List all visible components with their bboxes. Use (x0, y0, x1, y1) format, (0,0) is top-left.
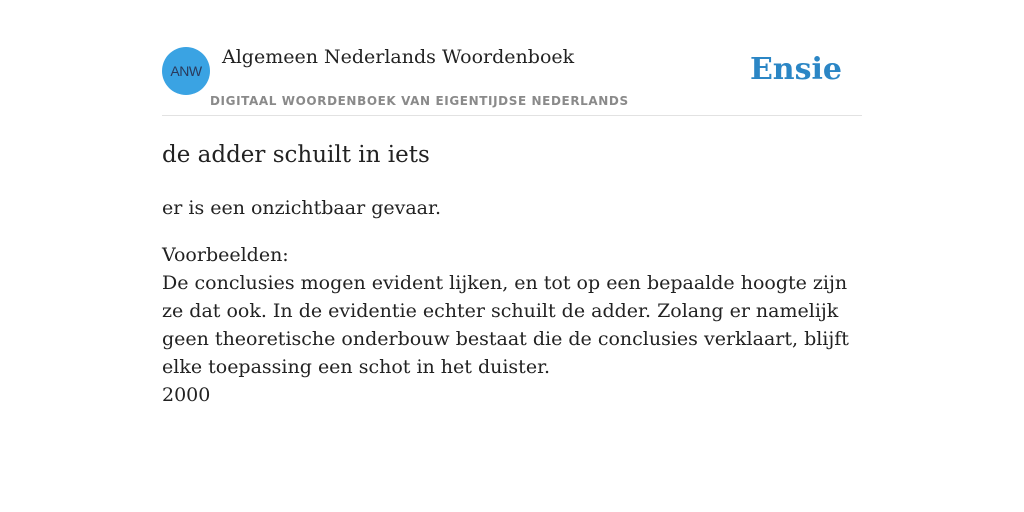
anw-logo[interactable] (162, 47, 210, 95)
site-header (162, 0, 862, 116)
examples-label: Voorbeelden: (162, 244, 289, 266)
example-year: 2000 (162, 384, 211, 406)
entry-title: de adder schuilt in iets (162, 142, 430, 168)
site-subtitle: DIGITAAL WOORDENBOEK VAN EIGENTIJDSE NEDERLANDS (210, 94, 629, 108)
entry-content (162, 140, 862, 409)
example-text: De conclusies mogen evident lijken, en tot op een bepaalde hoogte zijn ze dat ook. In de evidentie echter schuilt de adder. Zolang er namelijk geen theoretische onderbouw bestaat die de conclusies verklaart, blijft elke toepassing een schot in het duister. (162, 272, 849, 378)
examples-section (162, 241, 862, 409)
site-title[interactable]: Algemeen Nederlands Woordenboek (222, 46, 575, 68)
logo-text: ANW (170, 63, 202, 79)
ensie-brand-logo[interactable]: Ensie (749, 52, 842, 87)
entry-definition: er is een onzichtbaar gevaar. (162, 197, 442, 219)
